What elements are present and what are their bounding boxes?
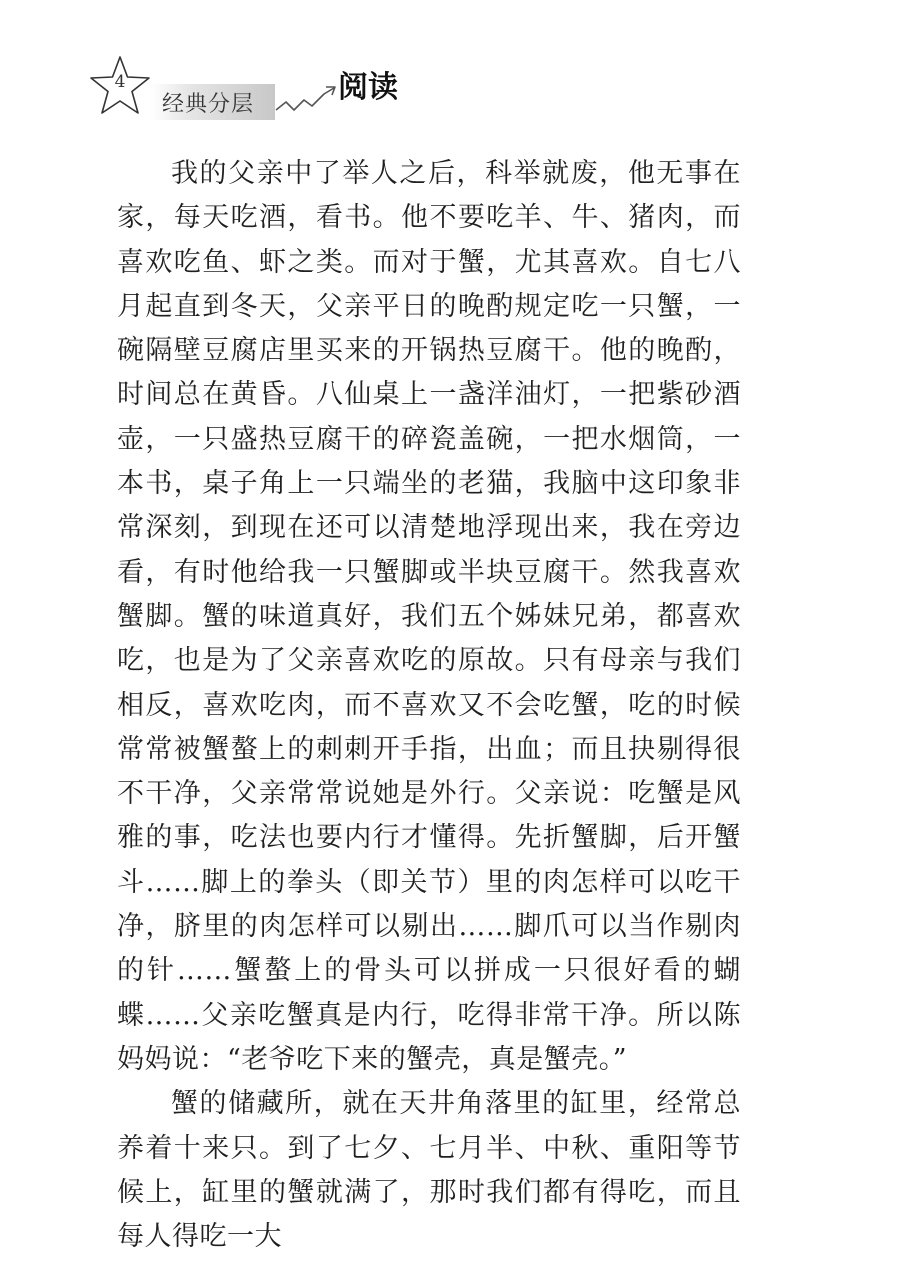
page-header bbox=[0, 0, 900, 140]
paragraph: 我的父亲中了举人之后，科举就废，他无事在家，每天吃酒，看书。他不要吃羊、牛、猪肉，而喜欢吃鱼、虾之类。而对于蟹，尤其喜欢。自七八月起直到冬天，父亲平日的晚酌规定吃一只蟹，一碗隔壁豆腐店里买来的开锅热豆腐干。他的晚酌，时间总在黄昏。八仙桌上一盏洋油灯，一把紫砂酒壶，一只盛热豆腐干的碎瓷盖碗，一把水烟筒，一本书，桌子角上一只端坐的老猫，我脑中这印象非常深刻，到现在还可以清楚地浮现出来，我在旁边看，有时他给我一只蟹脚或半块豆腐干。然我喜欢蟹脚。蟹的味道真好，我们五个姊妹兄弟，都喜欢吃，也是为了父亲喜欢吃的原故。只有母亲与我们相反，喜欢吃肉，而不喜欢又不会吃蟹，吃的时候常常被蟹螯上的刺刺开手指，出血；而且抉剔得很不干净，父亲常常说她是外行。父亲说：吃蟹是风雅的事，吃法也要内行才懂得。先折蟹脚，后开蟹斗……脚上的拳头（即关节）里的肉怎样可以吃干净，脐里的肉怎样可以剔出……脚爪可以当作剔肉的针……蟹螯上的骨头可以拼成一只很好看的蝴蝶……父亲吃蟹真是内行，吃得非常干净。所以陈妈妈说：“老爷吃下来的蟹壳，真是蟹壳。” bbox=[117, 158, 741, 1075]
page-number: 4 bbox=[114, 72, 126, 92]
paragraph: 蟹的储藏所，就在天井角落里的缸里，经常总养着十来只。到了七夕、七月半、中秋、重阳等节候上，缸里的蟹就满了，那时我们都有得吃，而且每人得吃一大 bbox=[117, 1088, 741, 1253]
reading-text bbox=[117, 152, 741, 1259]
series-label: 经典分层 bbox=[162, 92, 255, 117]
arrow-icon bbox=[272, 80, 342, 120]
section-title: 阅读 bbox=[338, 70, 398, 105]
